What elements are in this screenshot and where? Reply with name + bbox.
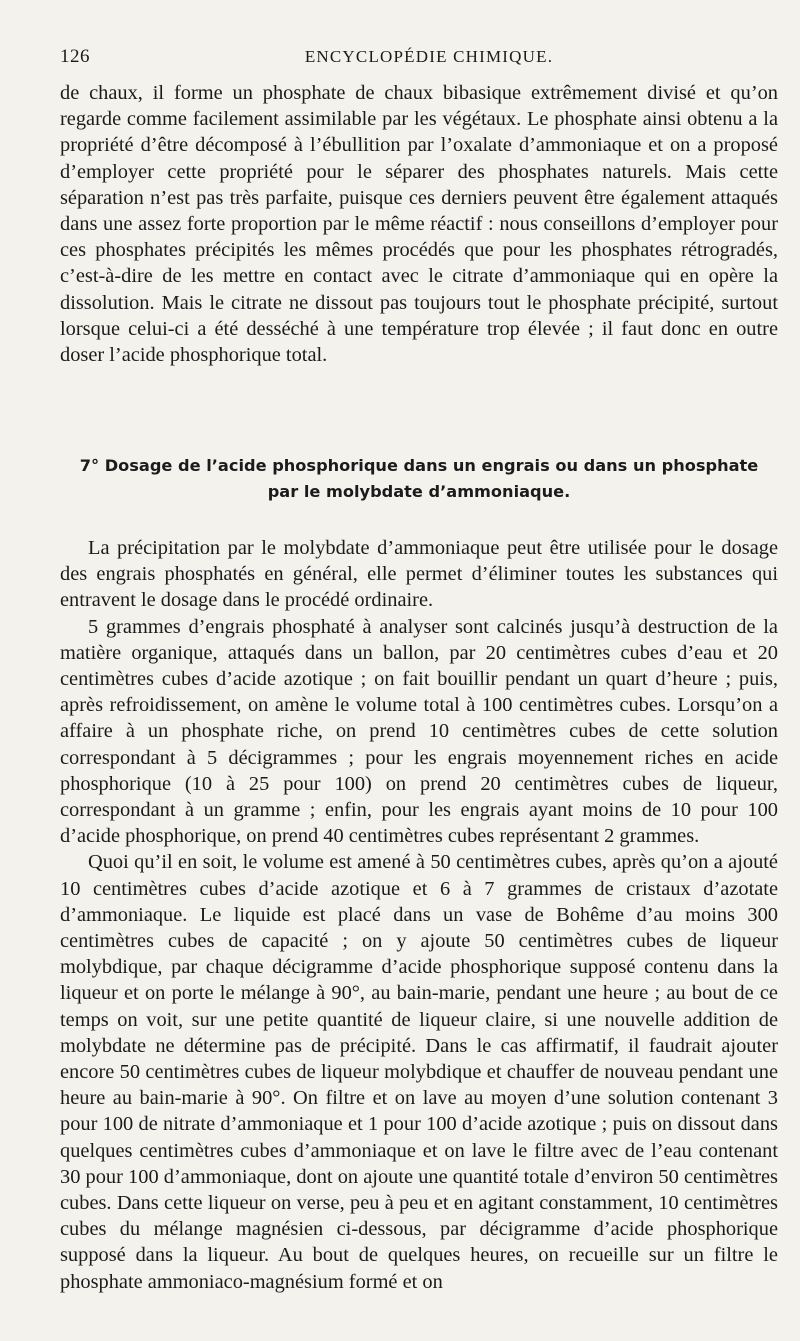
running-title: ENCYCLOPÉDIE CHIMIQUE. (304, 47, 554, 66)
running-header (60, 46, 778, 70)
paragraph: La précipitation par le molybdate d’ammoniaque peut être utilisée pour le dosage des engrais phosphatés en général, elle permet d’éliminer toutes les substances qui entravent le dosage dans le procédé ordinaire. (60, 537, 778, 612)
section-heading (60, 453, 778, 505)
text-block-top (60, 80, 778, 368)
text-block-bottom (60, 535, 778, 1295)
paragraph: Quoi qu’il en soit, le volume est amené à 50 centimètres cubes, après qu’on a ajouté 10 centimètres cubes d’acide azotique et 6 à 7 grammes de cristaux d’azotate d’ammoniaque. Le liquide est placé dans un vase de Bohême d’au moins 300 centimètres cubes de capacité ; on y ajoute 50 centimètres cubes de liqueur molybdique, par chaque décigramme d’acide phosphorique supposé contenu dans la liqueur et on porte le mélange à 90°, au bain-marie, pendant une heure ; au bout de ce temps on voit, sur une petite quantité de liqueur claire, si une nouvelle addition de molybdate ne détermine pas de précipité. Dans le cas affirmatif, il faudrait ajouter encore 50 centimètres cubes de liqueur molybdique et chauffer de nouveau pendant une heure au bain-marie à 90°. On filtre et on lave au moyen d’une solution contenant 3 pour 100 de nitrate d’ammoniaque et 1 pour 100 d’acide azotique ; puis on dissout dans quelques centimètres cubes d’ammoniaque et on lave le filtre avec de l’eau contenant 30 pour 100 d’ammoniaque, dont on ajoute une quantité totale d’environ 50 centimètres cubes. Dans cette liqueur on verse, peu à peu et en agitant constamment, 10 centimètres cubes du mélange magnésien ci-dessous, par décigramme d’acide phosphorique supposé dans la liqueur. Au bout de quelques heures, on recueille sur un filtre le phosphate ammoniaco-magnésium formé et on (60, 851, 778, 1293)
section-heading-line-2: par le molybdate d’ammoniaque. (267, 482, 571, 501)
paragraph: 5 grammes d’engrais phosphaté à analyser sont calcinés jusqu’à destruction de la matière organique, attaqués dans un ballon, par 20 centimètres cubes d’eau et 20 centimètres cubes d’acide azotique ; on fait bouillir pendant un quart d’heure ; puis, après refroidissement, on amène le volume total à 100 centimètres cubes. Lorsqu’on a affaire à un phosphate riche, on prend 10 centimètres cubes de cette solution correspondant à 5 décigrammes ; pour les engrais moyennement riches en acide phosphorique (10 à 25 pour 100) on prend 20 centimètres cubes de liqueur, correspondant à un gramme ; enfin, pour les engrais ayant moins de 10 pour 100 d’acide phosphorique, on prend 40 centimètres cubes représentant 2 grammes. (60, 615, 778, 848)
section-heading-line-1: 7° Dosage de l’acide phosphorique dans un engrais ou dans un phosphate (79, 456, 759, 475)
page-number: 126 (60, 46, 90, 67)
paragraph: de chaux, il forme un phosphate de chaux bibasique extrêmement divisé et qu’on regarde comme facilement assimilable par les végétaux. Le phosphate ainsi obtenu a la propriété d’être décomposé à l’ébullition par l’oxalate d’ammoniaque et on a proposé d’employer cette propriété pour le séparer des phosphates naturels. Mais cette séparation n’est pas très parfaite, puisque ces derniers peuvent être également attaqués dans une assez forte proportion par le même réactif : nous conseillons d’employer pour ces phosphates précipités les mêmes procédés que pour les phosphates rétrogradés, c’est-à-dire de les mettre en contact avec le citrate d’ammoniaque qui en opère la dissolution. Mais le citrate ne dissout pas toujours tout le phosphate précipité, surtout lorsque celui-ci a été desséché à une température trop élevée ; il faut donc en outre doser l’acide phosphorique total. (60, 82, 778, 367)
